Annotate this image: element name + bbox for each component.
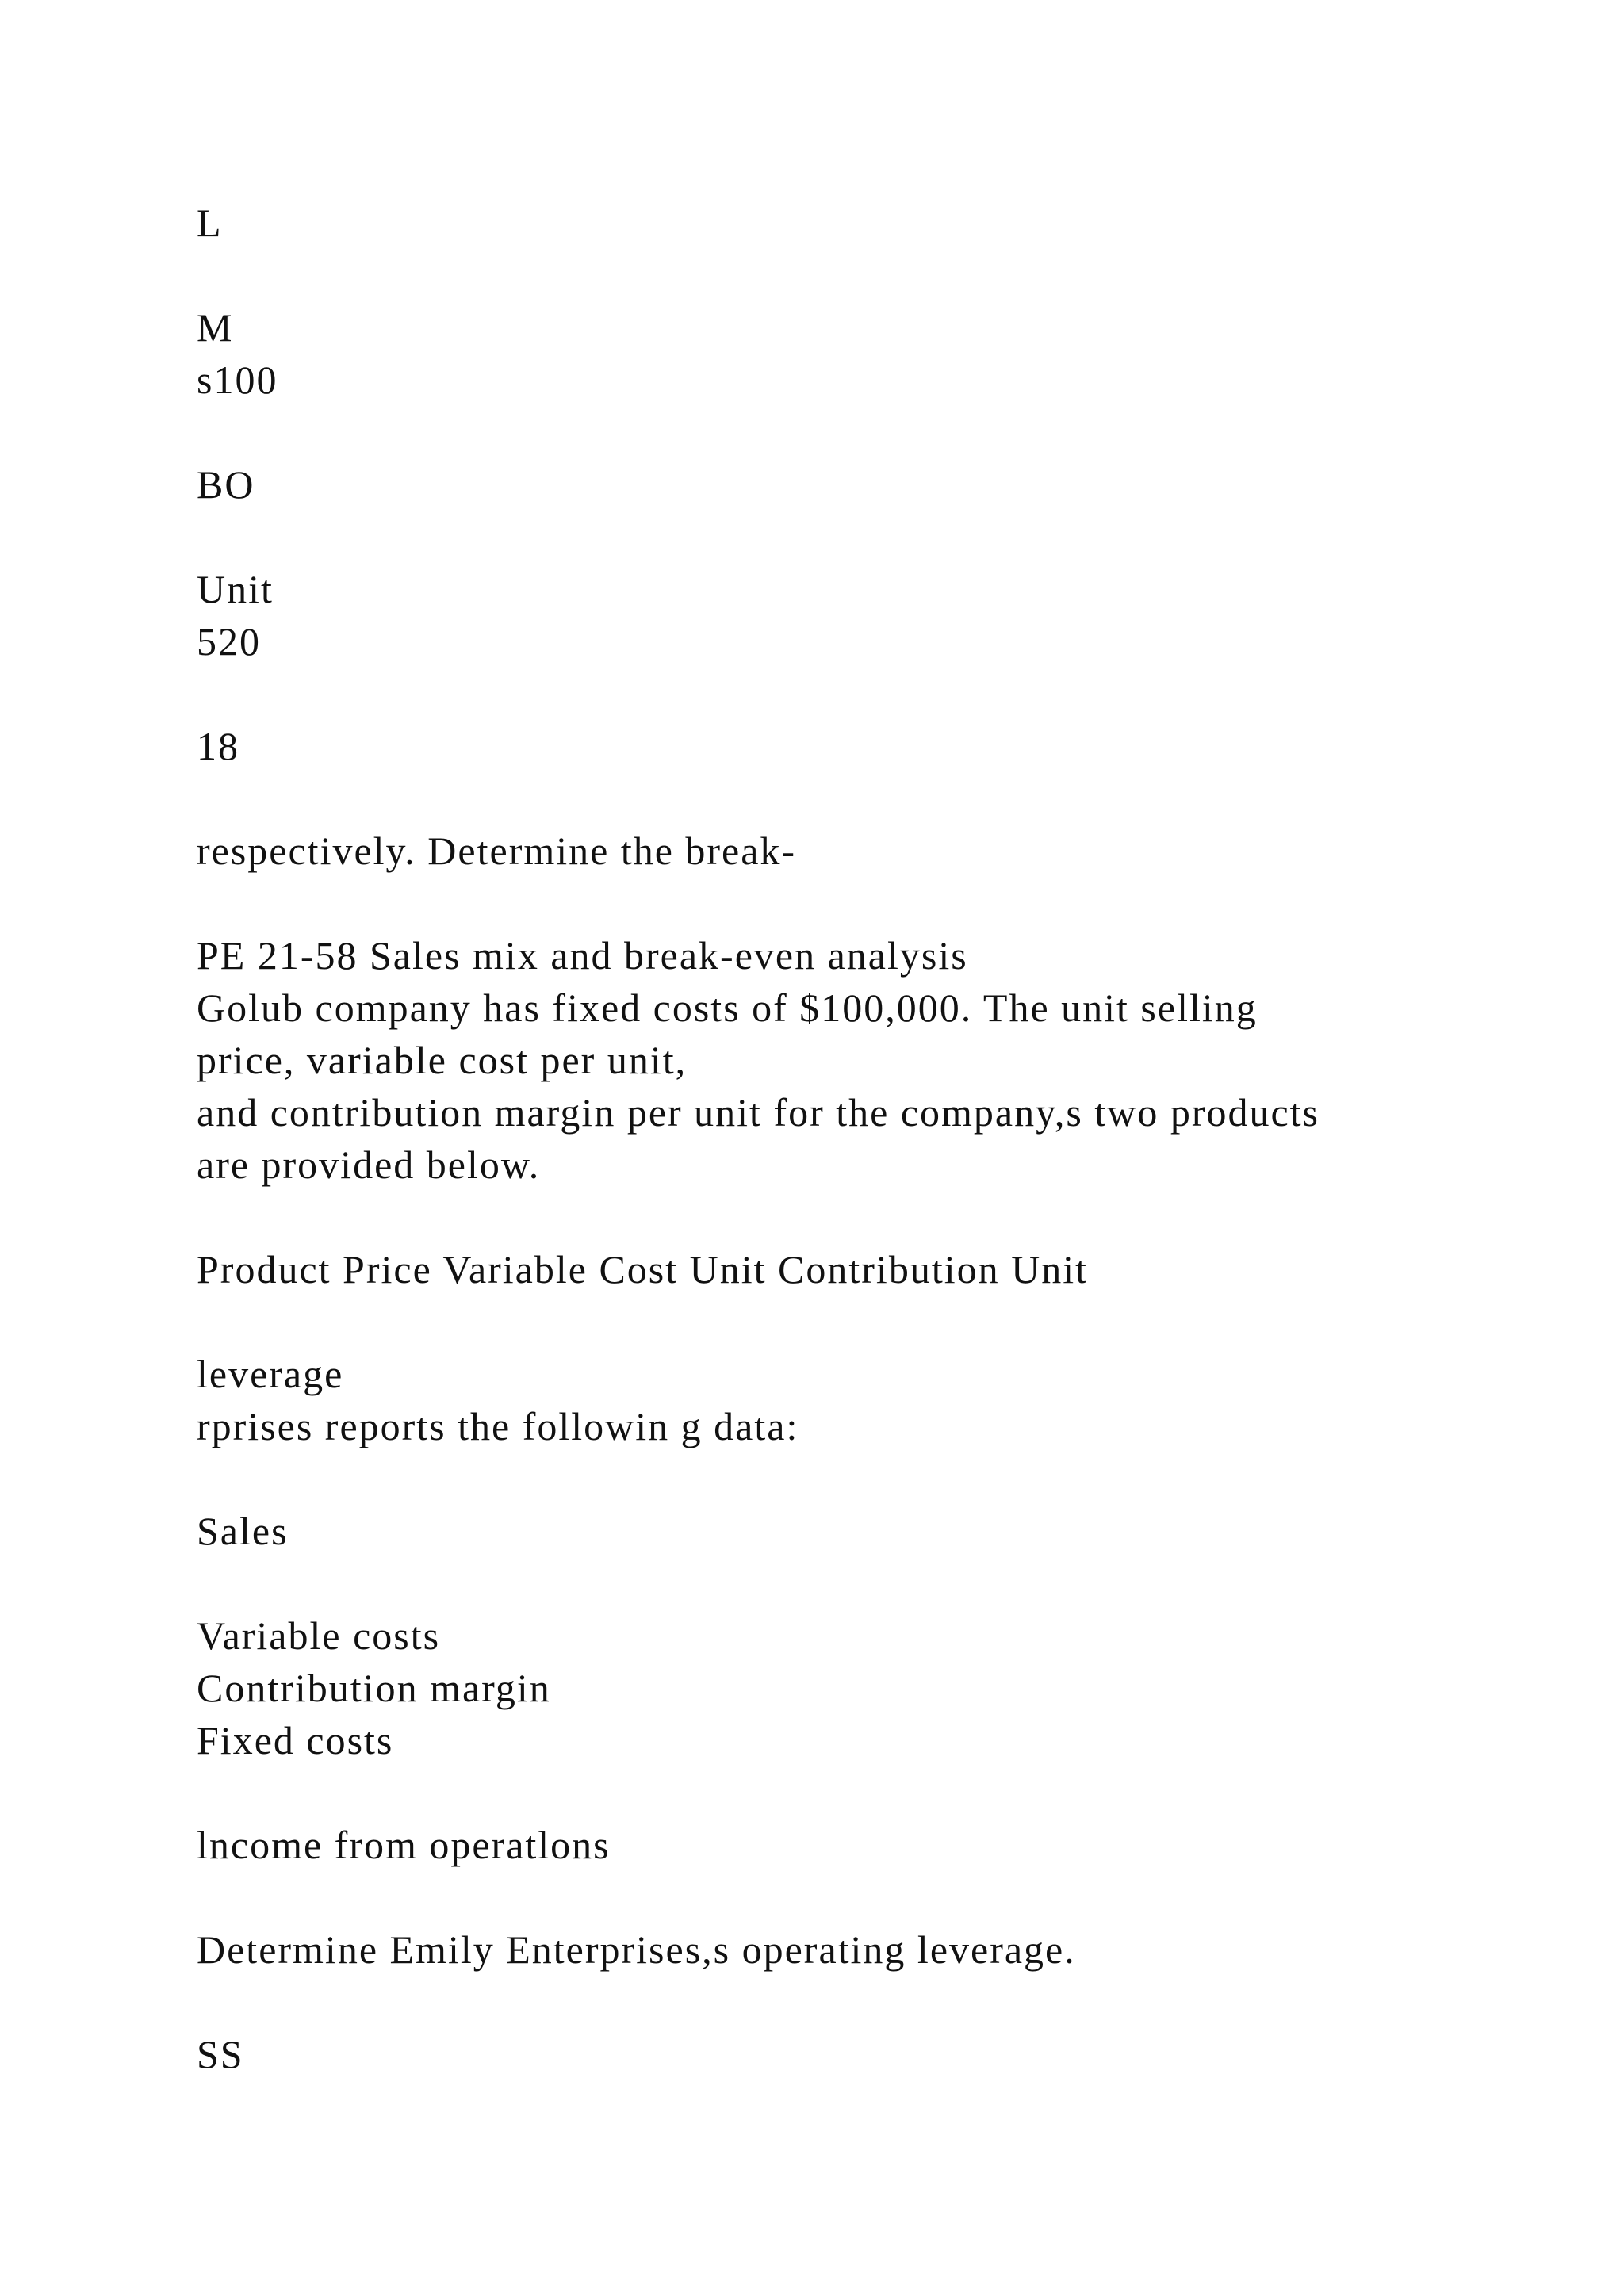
text-line: Determine Emily Enterprises,s operating leverage. — [197, 1927, 1076, 1972]
text-line: L — [197, 201, 223, 245]
section-heading: PE 21-58 Sales mix and break-even analysis — [197, 933, 968, 978]
text-line: lncome from operatlons — [197, 1823, 611, 1867]
text-line: Variable costs — [197, 1613, 441, 1658]
text-line: leverage — [197, 1352, 344, 1396]
text-line: Unit — [197, 567, 274, 611]
text-line: SS — [197, 2032, 244, 2076]
text-line: Sales — [197, 1509, 289, 1553]
text-line: M — [197, 305, 234, 350]
text-line: and contribution margin per unit for the company,s two products — [197, 1090, 1320, 1135]
text-line: 520 — [197, 619, 261, 664]
text-line: Golub company has fixed costs of $100,000. The unit selling — [197, 985, 1258, 1030]
text-line: price, variable cost per unit, — [197, 1038, 688, 1082]
text-line: s100 — [197, 358, 278, 402]
text-line: Fixed costs — [197, 1718, 394, 1762]
text-line: are provided below. — [197, 1142, 541, 1187]
text-line: Contribution margin — [197, 1666, 551, 1710]
table-header-line: Product Price Variable Cost Unit Contribution Unit — [197, 1247, 1088, 1292]
text-line: BO — [197, 462, 255, 507]
text-line: 18 — [197, 724, 239, 768]
text-line: rprises reports the followin g data: — [197, 1404, 799, 1448]
text-line: respectively. Determine the break- — [197, 828, 797, 873]
